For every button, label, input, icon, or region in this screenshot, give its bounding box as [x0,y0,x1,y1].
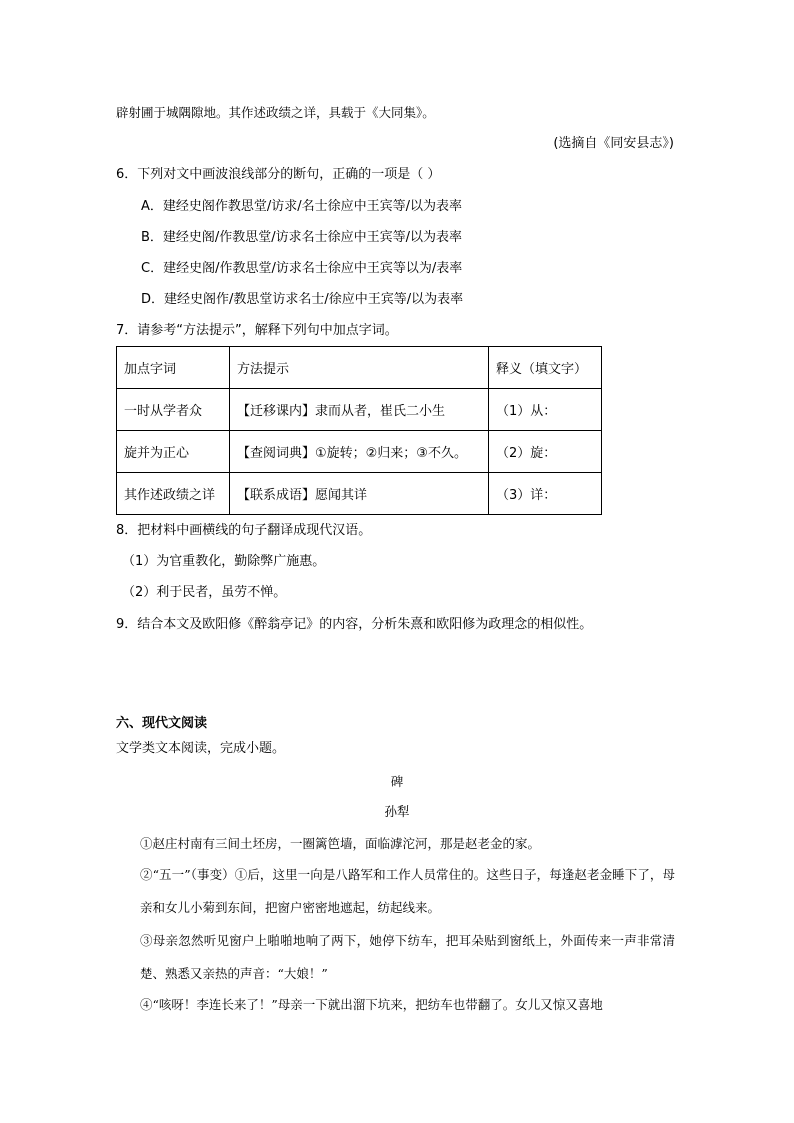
question-8-item: （1）为官重教化，勤除弊广施惠。 [122,554,326,569]
table-cell: 一时从学者众 [117,389,230,431]
story-paragraph: ④“咳呀！李连长来了！”母亲一下就出溜下坑来，把纺车也带翻了。女儿又惊又喜地 [140,997,603,1012]
question-8-stem: 8．把材料中画横线的句子翻译成现代汉语。 [116,523,372,538]
option-a: A．建经史阁作教思堂/访求/名士徐应中王宾等/以为表率 [141,199,463,214]
table-header-cell: 加点字词 [117,347,230,389]
table-cell: 【查阅词典】①旋转；②归来；③不久。 [230,431,489,473]
classical-text-line: 辟射圃于城隅隙地。其作述政绩之详，具载于《大同集》。 [116,105,435,120]
option-b: B．建经史阁/作教思堂/访求名士徐应中王宾等/以为表率 [141,230,463,245]
story-paragraph: ①赵庄村南有三间土坯房，一圈篱笆墙，面临滹沱河，那是赵老金的家。 [140,836,541,851]
story-paragraph: ②“五一”（事变）①后，这里一向是八路军和工作人员常住的。这些日子，每逢赵老金睡下了，母亲和女儿小菊到东间，把窗户密密地遮起，纺起线来。 [140,867,675,915]
method-table [116,346,602,515]
story-title: 碑 [390,774,404,789]
table-header-row [117,347,602,389]
question-9-stem: 9．结合本文及欧阳修《醉翁亭记》的内容，分析朱熹和欧阳修为政理念的相似性。 [116,617,593,632]
question-8-item: （2）利于民者，虽劳不惮。 [122,585,287,600]
story-paragraph: ③母亲忽然听见窗户上啪啪地响了两下，她停下纺车，把耳朵贴到窗纸上，外面传来一声非常清楚、熟悉又亲热的声音：“大娘！” [140,933,675,981]
table-row [117,431,602,473]
section-heading: 六、现代文阅读 [116,716,208,731]
table-row [117,473,602,515]
table-cell: （1）从： [489,389,602,431]
table-cell: 【迁移课内】隶而从者，崔氏二小生 [230,389,489,431]
table-header-cell: 方法提示 [230,347,489,389]
table-cell: （3）详： [489,473,602,515]
section-instruction: 文学类文本阅读，完成小题。 [116,741,286,756]
table-cell: 其作述政绩之详 [117,473,230,515]
option-d: D．建经史阁作/教思堂访求名士/徐应中王宾等/以为表率 [141,292,464,307]
story-author: 孙犁 [384,804,410,819]
table-cell: 旋并为正心 [117,431,230,473]
table-cell: （2）旋： [489,431,602,473]
question-6-stem: 6．下列对文中画波浪线部分的断句，正确的一项是（ ） [116,167,441,182]
table-row [117,389,602,431]
question-7-stem: 7．请参考“方法提示”，解释下列句中加点字词。 [116,323,398,338]
option-c: C．建经史阁/作教思堂/访求名士徐应中王宾等以为/表率 [141,261,463,276]
table-cell: 【联系成语】愿闻其详 [230,473,489,515]
table-header-cell: 释义（填文字） [489,347,602,389]
source-citation: (选摘自《同安县志》) [553,136,674,151]
